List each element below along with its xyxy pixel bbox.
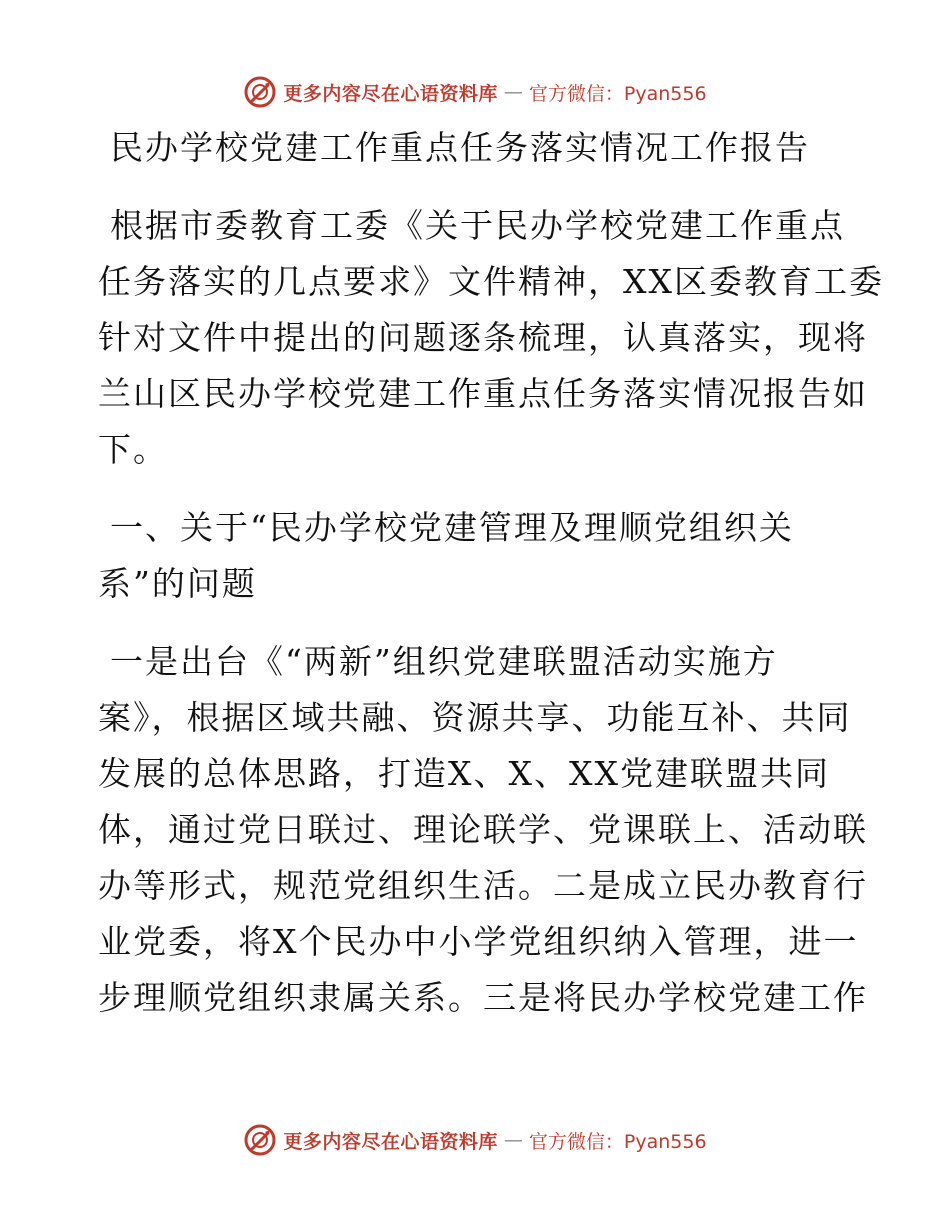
paragraph-line: 业党委，将X个民办中小学党组织纳入管理，进一 — [98, 922, 859, 961]
watermark-brand-text: 更多内容尽在心语资料库 — [283, 82, 498, 105]
section-1-heading — [98, 500, 858, 612]
paragraph-line: 任务落实的几点要求》文件精神，XX区委教育工委 — [98, 262, 884, 301]
heading-line: 一、关于“民办学校党建管理及理顺党组织关 — [110, 508, 794, 547]
brand-logo-icon — [243, 1123, 277, 1157]
paragraph-line: 下。 — [98, 430, 168, 469]
intro-paragraph — [98, 198, 884, 478]
paragraph-line: 步理顺党组织隶属关系。三是将民办学校党建工作 — [98, 978, 868, 1017]
document-title: 民办学校党建工作重点任务落实情况工作报告 — [110, 128, 810, 167]
watermark-brand-text: 更多内容尽在心语资料库 — [283, 1130, 498, 1153]
watermark-bottom — [0, 1120, 950, 1160]
watermark-separator: — — [503, 81, 523, 103]
paragraph-line: 发展的总体思路，打造X、X、XX党建联盟共同 — [98, 754, 830, 793]
paragraph-line: 体，通过党日联过、理论联学、党课联上、活动联 — [98, 810, 868, 849]
section-1-body — [98, 634, 868, 1026]
watermark-contact-text: 官方微信：Pyan556 — [528, 1130, 707, 1153]
paragraph-line: 案》，根据区域共融、资源共享、功能互补、共同 — [98, 698, 852, 737]
paragraph-line: 一是出台《“两新”组织党建联盟活动实施方 — [110, 642, 778, 681]
document-body — [98, 120, 884, 1026]
paragraph-line: 办等形式，规范党组织生活。二是成立民办教育行 — [98, 866, 868, 905]
watermark-top — [0, 72, 950, 112]
watermark-contact-text: 官方微信：Pyan556 — [528, 82, 707, 105]
paragraph-line: 针对文件中提出的问题逐条梳理，认真落实，现将 — [98, 318, 868, 357]
heading-line: 系”的问题 — [98, 564, 257, 603]
watermark-separator: — — [503, 1129, 523, 1151]
paragraph-line: 根据市委教育工委《关于民办学校党建工作重点 — [110, 206, 845, 245]
paragraph-line: 兰山区民办学校党建工作重点任务落实情况报告如 — [98, 374, 868, 413]
brand-logo-icon — [243, 75, 277, 109]
